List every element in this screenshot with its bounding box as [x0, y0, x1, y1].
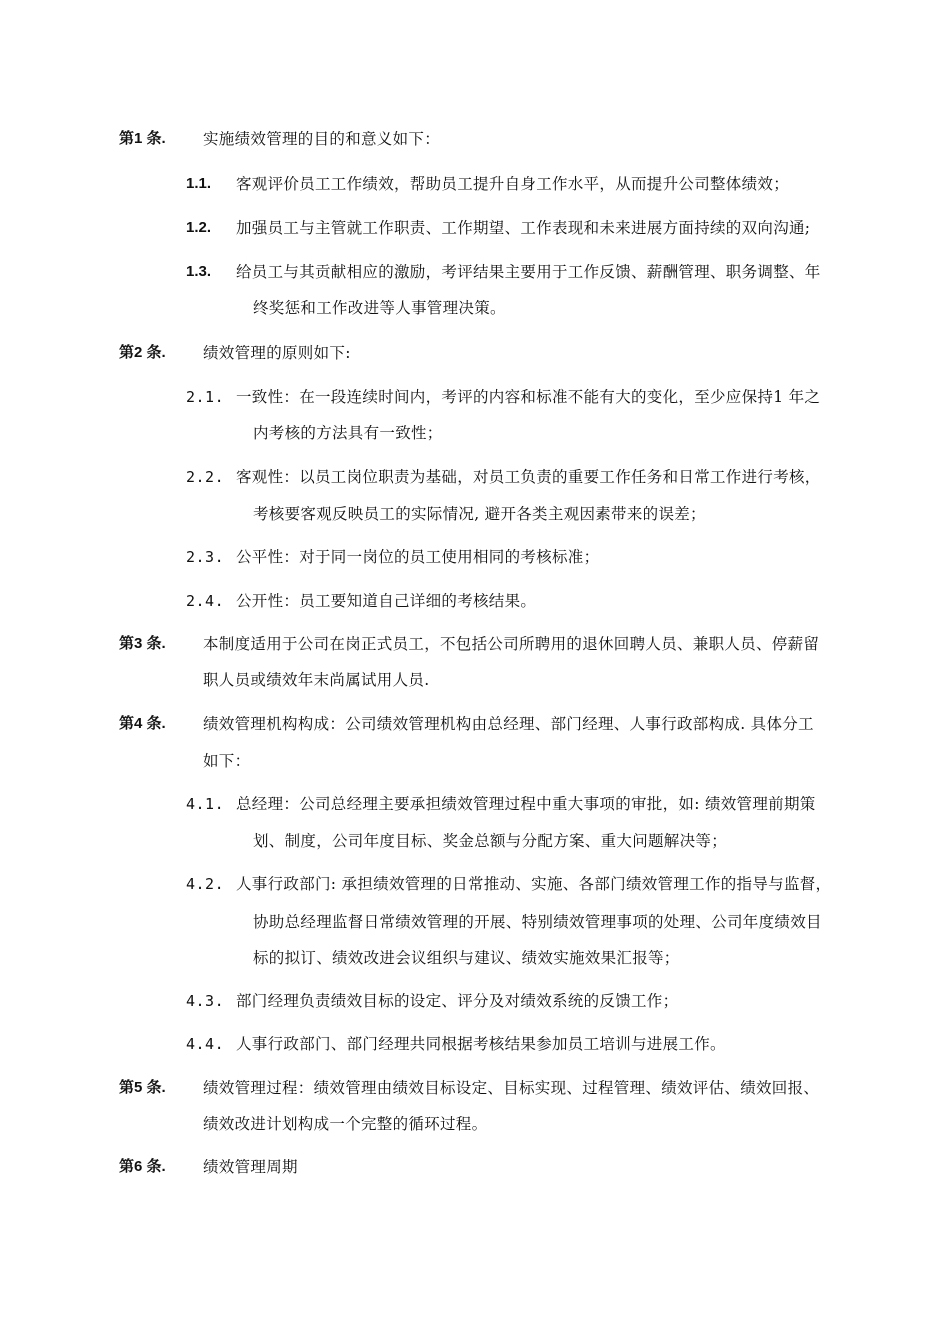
item-2-2-number: 2.2.	[186, 468, 225, 486]
article-6-text: 绩效管理周期	[203, 1158, 298, 1176]
item-1-2-number: 1.2.	[186, 219, 212, 236]
item-1-1-text: 客观评价员工工作绩效，帮助员工提升自身工作水平，从而提升公司整体绩效；	[236, 175, 790, 193]
item-1-1-number: 1.1.	[186, 175, 212, 192]
item-4-4-text: 人事行政部门、部门经理共同根据考核结果参加员工培训与进展工作。	[236, 1035, 726, 1053]
item-2-4-number: 2.4.	[186, 592, 225, 610]
article-3-text-line2: 职人员或绩效年末尚属试用人员.	[203, 671, 430, 689]
article-2-number: 第2 条.	[119, 344, 166, 361]
article-6-number: 第6 条.	[119, 1158, 166, 1175]
item-1-3-number: 1.3.	[186, 263, 212, 280]
item-4-2-text-line2: 协助总经理监督日常绩效管理的开展、特别绩效管理事项的处理、公司年度绩效目	[253, 913, 822, 931]
item-4-3-number: 4.3.	[186, 992, 225, 1010]
item-2-2-text-line1: 客观性：以员工岗位职责为基础，对员工负责的重要工作任务和日常工作进行考核，	[236, 468, 821, 486]
item-4-2-number: 4.2.	[186, 875, 225, 893]
article-5-text-line2: 绩效改进计划构成一个完整的循环过程。	[203, 1115, 488, 1133]
item-4-2-text-line1: 人事行政部门: 承担绩效管理的日常推动、实施、各部门绩效管理工作的指导与监督，	[236, 875, 832, 893]
item-2-4-text: 公开性：员工要知道自己详细的考核结果。	[236, 592, 537, 610]
item-4-1-text-line2: 划、制度，公司年度目标、奖金总额与分配方案、重大问题解决等；	[253, 832, 728, 850]
item-2-1-number: 2.1.	[186, 388, 225, 406]
article-2-text: 绩效管理的原则如下:	[203, 344, 351, 362]
item-2-2-text-line2: 考核要客观反映员工的实际情况, 避开各类主观因素带来的误差；	[253, 505, 706, 523]
item-2-3-number: 2.3.	[186, 548, 225, 566]
item-1-2-text: 加强员工与主管就工作职责、工作期望、工作表现和未来进展方面持续的双向沟通;	[236, 219, 811, 237]
item-4-3-text: 部门经理负责绩效目标的设定、评分及对绩效系统的反馈工作；	[236, 992, 679, 1010]
item-4-4-number: 4.4.	[186, 1035, 225, 1053]
item-1-3-text-line2: 终奖惩和工作改进等人事管理决策。	[253, 299, 506, 317]
item-1-3-text-line1: 给员工与其贡献相应的激励，考评结果主要用于工作反馈、薪酬管理、职务调整、年	[236, 263, 821, 281]
article-4-number: 第4 条.	[119, 715, 166, 732]
article-3-text-line1: 本制度适用于公司在岗正式员工，不包括公司所聘用的退休回聘人员、兼职人员、停薪留	[203, 635, 820, 653]
item-4-1-number: 4.1.	[186, 795, 225, 813]
article-1-text: 实施绩效管理的目的和意义如下：	[203, 130, 441, 148]
article-1-number: 第1 条.	[119, 130, 166, 147]
item-2-1-text-line1: 一致性：在一段连续时间内，考评的内容和标准不能有大的变化，至少应保持1 年之	[236, 388, 821, 406]
item-2-1-text-line2: 内考核的方法具有一致性；	[253, 424, 443, 442]
item-4-2-text-line3: 标的拟订、绩效改进会议组织与建议、绩效实施效果汇报等；	[253, 949, 680, 967]
item-2-3-text: 公平性：对于同一岗位的员工使用相同的考核标准；	[236, 548, 600, 566]
article-4-text-line1: 绩效管理机构构成：公司绩效管理机构由总经理、部门经理、人事行政部构成. 具体分工	[203, 715, 814, 733]
article-5-number: 第5 条.	[119, 1079, 166, 1096]
item-4-1-text-line1: 总经理：公司总经理主要承担绩效管理过程中重大事项的审批，如: 绩效管理前期策	[236, 795, 816, 813]
article-5-text-line1: 绩效管理过程：绩效管理由绩效目标设定、目标实现、过程管理、绩效评估、绩效回报、	[203, 1079, 820, 1097]
article-4-text-line2: 如下：	[203, 752, 251, 770]
article-3-number: 第3 条.	[119, 635, 166, 652]
